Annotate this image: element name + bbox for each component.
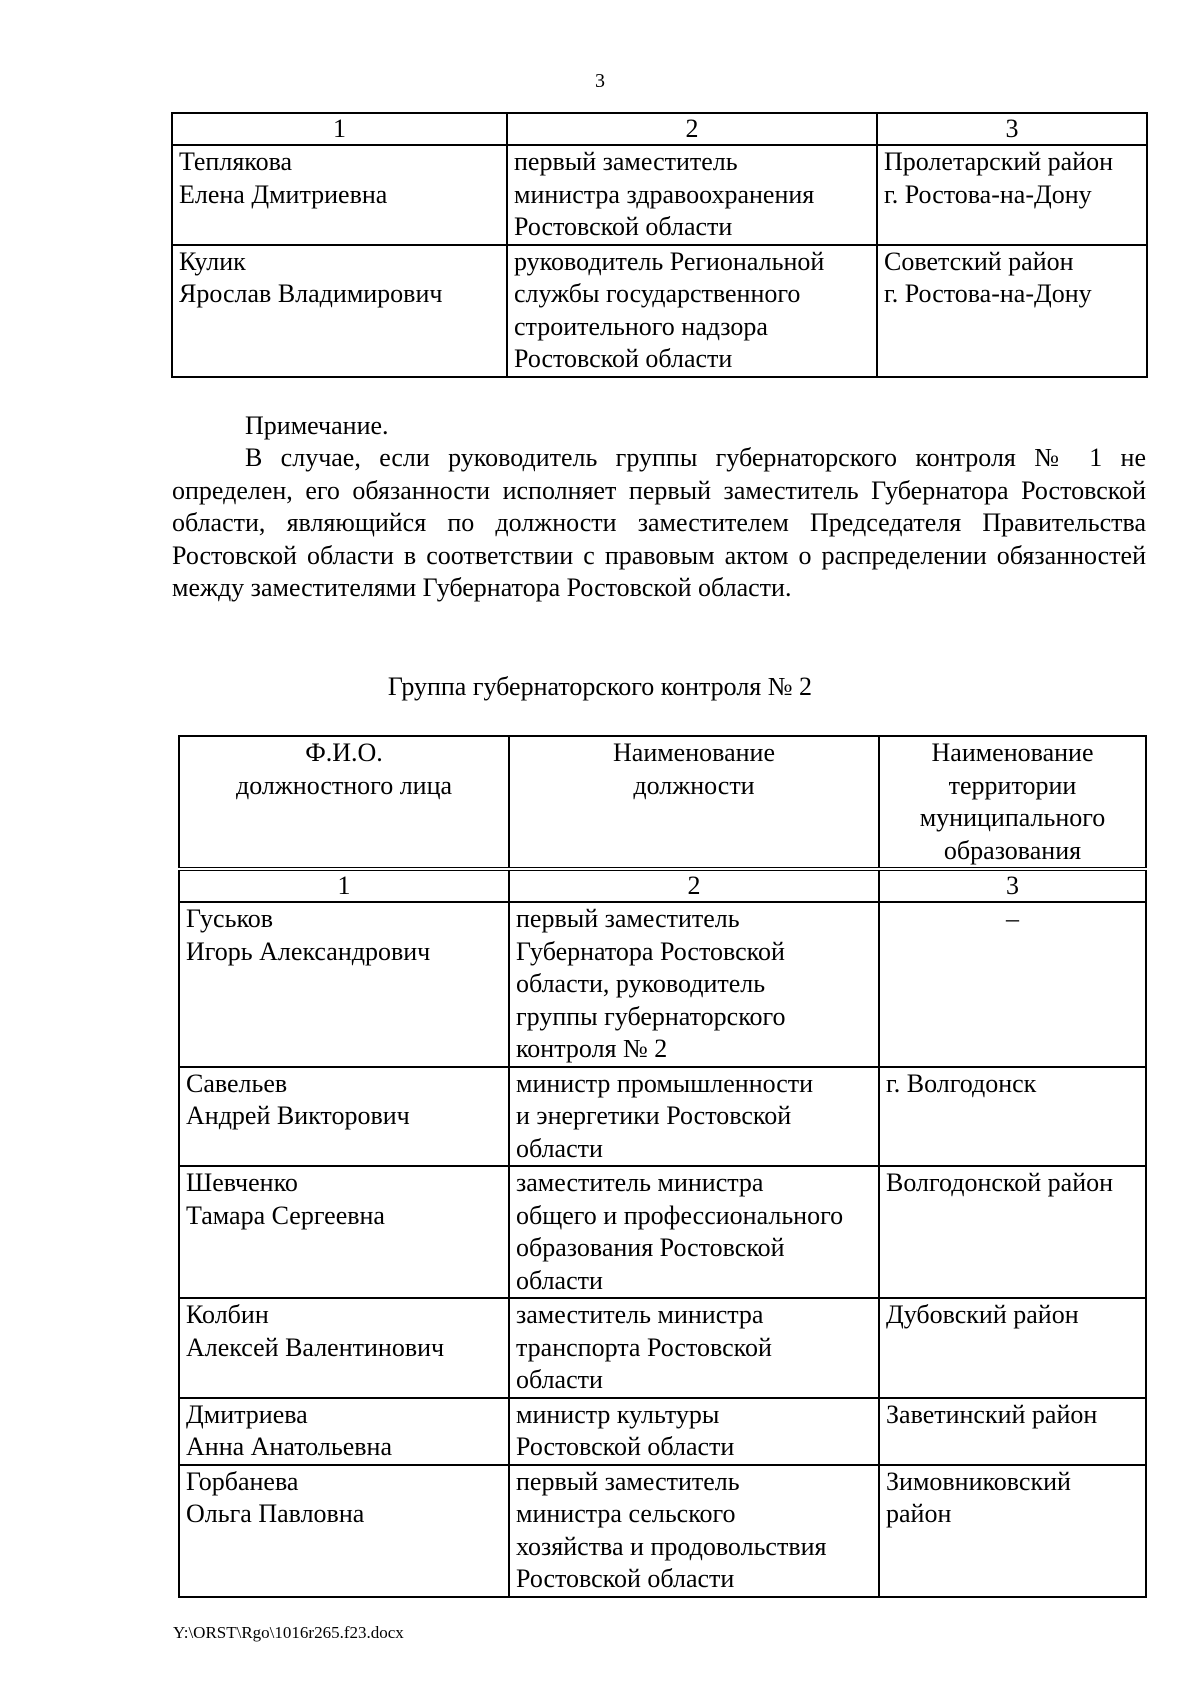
column-number: 2 [507, 113, 877, 145]
official-name: Савельев Андрей Викторович [179, 1067, 509, 1167]
official-position: заместитель министра общего и профессионального образования Ростовской области [509, 1166, 879, 1298]
column-number: 3 [879, 869, 1146, 902]
official-name: Гуськов Игорь Александрович [179, 902, 509, 1067]
header-position: Наименование должности [509, 736, 879, 869]
column-number: 2 [509, 869, 879, 902]
footer-file-path: Y:\ORST\Rgo\1016r265.f23.docx [173, 1623, 404, 1642]
table-row [179, 1298, 1146, 1398]
official-name: Кулик Ярослав Владимирович [172, 245, 507, 377]
column-number: 3 [877, 113, 1147, 145]
table-row [172, 145, 1147, 245]
territory: – [879, 902, 1146, 1067]
territory: Советский район г. Ростова-на-Дону [877, 245, 1147, 377]
table-row [179, 902, 1146, 1067]
note-title: Примечание. [245, 411, 389, 440]
table-row [179, 1398, 1146, 1465]
table-row [179, 1465, 1146, 1597]
column-number: 1 [172, 113, 507, 145]
header-row [179, 736, 1146, 869]
column-number: 1 [179, 869, 509, 902]
page-number: 3 [595, 70, 605, 92]
territory: Пролетарский район г. Ростова-на-Дону [877, 145, 1147, 245]
official-position: первый заместитель министра сельского хозяйства и продовольствия Ростовской области [509, 1465, 879, 1597]
official-position: первый заместитель министра здравоохранения Ростовской области [507, 145, 877, 245]
official-position: министр культуры Ростовской области [509, 1398, 879, 1465]
group-title: Группа губернаторского контроля № 2 [387, 672, 813, 701]
official-position: первый заместитель Губернатора Ростовской области, руководитель группы губернаторского контроля № 2 [509, 902, 879, 1067]
table-row [179, 1166, 1146, 1298]
group-2-table [178, 735, 1147, 1598]
official-position: заместитель министра транспорта Ростовской области [509, 1298, 879, 1398]
table-row [179, 1067, 1146, 1167]
table-row [172, 245, 1147, 377]
territory: Зимовниковский район [879, 1465, 1146, 1597]
official-position: руководитель Региональной службы государственного строительного надзора Ростовской области [507, 245, 877, 377]
territory: г. Волгодонск [879, 1067, 1146, 1167]
header-name: Ф.И.О. должностного лица [179, 736, 509, 869]
official-name: Колбин Алексей Валентинович [179, 1298, 509, 1398]
official-name: Дмитриева Анна Анатольевна [179, 1398, 509, 1465]
header-territory: Наименование территории муниципального образования [879, 736, 1146, 869]
officials-table-continued [171, 112, 1148, 378]
territory: Заветинский район [879, 1398, 1146, 1465]
note-body: В случае, если руководитель группы губернаторского контроля № 1 не определен, его обязанности исполняет первый заместитель Губернатора Ростовской области, являющийся по должности заместителем Председателя Правительства Ростовской области в соответствии с правовым актом о распределении обязанностей между заместителями Губернатора Ростовской области. [172, 443, 1146, 602]
column-number-row [179, 869, 1146, 902]
official-name: Шевченко Тамара Сергеевна [179, 1166, 509, 1298]
territory: Волгодонской район [879, 1166, 1146, 1298]
territory: Дубовский район [879, 1298, 1146, 1398]
official-name: Горбанева Ольга Павловна [179, 1465, 509, 1597]
column-number-row [172, 113, 1147, 145]
official-name: Теплякова Елена Дмитриевна [172, 145, 507, 245]
official-position: министр промышленности и энергетики Ростовской области [509, 1067, 879, 1167]
